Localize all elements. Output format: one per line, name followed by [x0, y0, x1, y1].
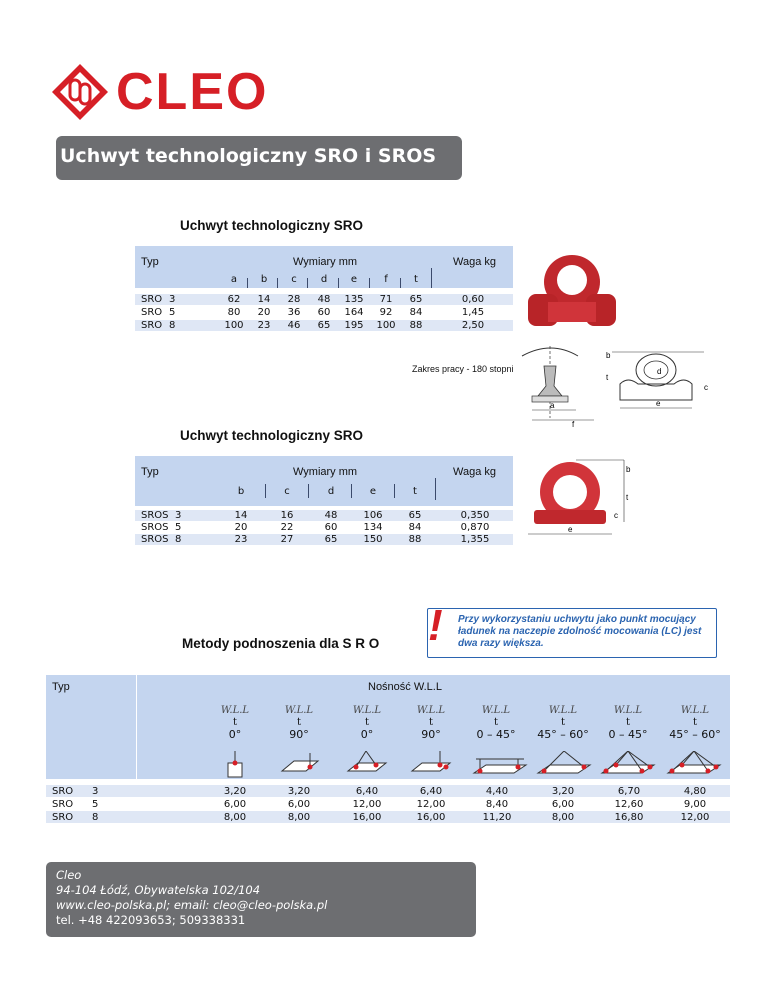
sros-typ-label: Typ: [141, 466, 159, 478]
sro-row-typ: SRO: [141, 320, 163, 331]
sros-cell: 134: [363, 522, 383, 533]
sros-wymiary-label: Wymiary mm: [293, 466, 358, 478]
sros-cell: 20: [234, 522, 248, 533]
sro-cell: 23: [257, 320, 271, 331]
sro-waga-label: Waga kg: [453, 256, 497, 268]
methods-cell: 3,20: [287, 786, 311, 797]
sro-cell: 71: [379, 294, 393, 305]
methods-cell: 16,00: [352, 812, 382, 823]
methods-cell: 8,00: [223, 812, 247, 823]
methods-cell: 6,00: [551, 799, 575, 810]
wll-header-5: W.L.L t 0 – 45°: [476, 705, 516, 741]
methods-cell: 12,00: [352, 799, 382, 810]
page-title: Uchwyt technologiczny SRO i SROS: [60, 145, 437, 167]
sros-cell: 84: [408, 522, 422, 533]
lift-pictogram-3: [346, 751, 390, 779]
sro-waga: 1,45: [461, 307, 485, 318]
sros-cell: 106: [363, 510, 383, 521]
sro-col-b: b: [260, 274, 268, 285]
svg-text:b: b: [626, 465, 631, 474]
sro-cell: 48: [317, 294, 331, 305]
methods-cell: 6,00: [223, 799, 247, 810]
sro-typ-label: Typ: [141, 256, 159, 268]
lift-pictogram-1: [220, 751, 250, 779]
lift-pictogram-4: [410, 751, 454, 779]
sros-cell: 150: [363, 534, 383, 545]
methods-cell: 8,00: [551, 812, 575, 823]
cleo-logo: [50, 62, 320, 122]
sro-row-typ: SRO: [141, 294, 163, 305]
sro-col-a: a: [230, 274, 238, 285]
sro-col-f: f: [384, 274, 388, 285]
sro-heading: Uchwyt technologiczny SRO: [180, 218, 364, 233]
sros-row-typ: SROS: [141, 510, 169, 521]
footer-phone: tel. +48 422093653; 509338331: [56, 913, 246, 927]
page-title-bar: [56, 136, 462, 180]
contact-footer: [46, 862, 476, 937]
sros-waga-label: Waga kg: [453, 466, 497, 478]
wll-header-8: W.L.L t 45° – 60°: [669, 705, 721, 741]
svg-text:b: b: [606, 351, 611, 360]
sros-col-e: e: [369, 486, 377, 497]
sros-heading: Uchwyt technologiczny SRO: [180, 428, 364, 443]
methods-cell: 12,00: [416, 799, 446, 810]
svg-text:t: t: [606, 373, 609, 382]
sros-cell: 14: [234, 510, 248, 521]
sros-row-size: 5: [175, 522, 182, 533]
sro-cell: 135: [344, 294, 364, 305]
sro-technical-drawing: [516, 338, 712, 428]
methods-row-size: 3: [92, 786, 99, 797]
sro-cell: 88: [409, 320, 423, 331]
sro-col-d: d: [320, 274, 328, 285]
methods-cell: 3,20: [551, 786, 575, 797]
methods-cell: 9,00: [683, 799, 707, 810]
sro-cell: 84: [409, 307, 423, 318]
sro-cell: 65: [317, 320, 331, 331]
sros-col-d: d: [327, 486, 335, 497]
sro-cell: 195: [344, 320, 364, 331]
svg-text:c: c: [704, 383, 708, 392]
methods-row-typ: SRO: [52, 812, 74, 823]
footer-company: Cleo: [56, 868, 82, 882]
wll-header-7: W.L.L t 0 – 45°: [608, 705, 648, 741]
footer-address: 94-104 Łódź, Obywatelska 102/104: [56, 883, 261, 897]
sro-wymiary-label: Wymiary mm: [293, 256, 358, 268]
warning-icon: !: [428, 601, 443, 650]
sro-table: [135, 246, 513, 336]
wll-header-4: W.L.L t 90°: [416, 705, 446, 741]
sro-cell: 164: [344, 307, 364, 318]
sros-cell: 27: [280, 534, 294, 545]
chain-hook-icon: [50, 62, 110, 122]
sros-row-typ: SROS: [141, 534, 169, 545]
brand-wordmark: CLEO: [116, 63, 269, 121]
svg-text:e: e: [568, 525, 573, 534]
methods-row-size: 5: [92, 799, 99, 810]
sro-cell: 20: [257, 307, 271, 318]
svg-text:c: c: [614, 511, 618, 520]
sros-technical-drawing: [520, 454, 636, 546]
methods-cell: 12,60: [614, 799, 644, 810]
sros-cell: 65: [408, 510, 422, 521]
sro-cell: 100: [224, 320, 244, 331]
wll-header-1: W.L.L t 0°: [220, 705, 250, 741]
methods-row-size: 8: [92, 812, 99, 823]
sros-col-b: b: [237, 486, 245, 497]
methods-row-typ: SRO: [52, 786, 74, 797]
lift-pictogram-2: [280, 753, 320, 779]
wll-header-3: W.L.L t 0°: [352, 705, 382, 741]
methods-typ-label: Typ: [52, 681, 70, 693]
lift-pictogram-5: [472, 753, 528, 779]
svg-text:f: f: [572, 420, 575, 428]
sro-row-size: 5: [169, 307, 176, 318]
note-text: Przy wykorzystaniu uchwytu jako punkt mocujący ładunek na naczepie zdolność mocowania (LC) jest dwa razy większa.: [458, 614, 702, 649]
sro-cell: 80: [227, 307, 241, 318]
lift-pictogram-6: [536, 751, 592, 779]
methods-cell: 3,20: [223, 786, 247, 797]
sros-row-typ: SROS: [141, 522, 169, 533]
methods-nosnosc-label: Nośność W.L.L: [368, 681, 442, 693]
sro-col-e: e: [350, 274, 358, 285]
svg-text:d: d: [657, 367, 662, 376]
sros-waga: 1,355: [460, 534, 490, 545]
svg-text:d: d: [560, 487, 565, 496]
methods-heading: Metody podnoszenia dla S R O: [182, 636, 380, 651]
methods-cell: 8,40: [485, 799, 509, 810]
sros-table: [135, 456, 513, 546]
sros-row-size: 3: [175, 510, 182, 521]
sros-waga: 0,350: [460, 510, 490, 521]
methods-cell: 4,40: [485, 786, 509, 797]
sro-row-typ: SRO: [141, 307, 163, 318]
sro-row-size: 3: [169, 294, 176, 305]
sro-col-c: c: [291, 274, 297, 285]
svg-text:a: a: [550, 401, 555, 410]
svg-text:e: e: [656, 399, 661, 408]
methods-cell: 6,40: [355, 786, 379, 797]
sros-cell: 65: [324, 534, 338, 545]
sro-waga: 2,50: [461, 320, 485, 331]
sros-cell: 16: [280, 510, 294, 521]
wll-header-6: W.L.L t 45° – 60°: [537, 705, 589, 741]
methods-row-typ: SRO: [52, 799, 74, 810]
sros-col-t: t: [413, 486, 417, 497]
methods-cell: 6,70: [617, 786, 641, 797]
info-note: [427, 601, 717, 658]
methods-cell: 4,80: [683, 786, 707, 797]
sro-col-t: t: [414, 274, 418, 285]
sros-waga: 0,870: [460, 522, 490, 533]
sro-waga: 0,60: [461, 294, 485, 305]
methods-cell: 11,20: [482, 812, 512, 823]
sros-cell: 60: [324, 522, 338, 533]
svg-text:t: t: [626, 493, 629, 502]
lift-pictogram-7: [600, 751, 656, 779]
sro-cell: 14: [257, 294, 271, 305]
sro-product-image: [520, 252, 620, 334]
sro-cell: 46: [287, 320, 301, 331]
methods-cell: 6,40: [419, 786, 443, 797]
sro-cell: 60: [317, 307, 331, 318]
sro-cell: 28: [287, 294, 301, 305]
sros-cell: 22: [280, 522, 294, 533]
methods-cell: 8,00: [287, 812, 311, 823]
methods-cell: 16,80: [614, 812, 644, 823]
sro-cell: 36: [287, 307, 301, 318]
sros-col-c: c: [284, 486, 290, 497]
sros-cell: 48: [324, 510, 338, 521]
methods-cell: 6,00: [287, 799, 311, 810]
sro-cell: 92: [379, 307, 393, 318]
sros-cell: 23: [234, 534, 248, 545]
sro-cell: 100: [376, 320, 396, 331]
sros-cell: 88: [408, 534, 422, 545]
wll-header-2: W.L.L t 90°: [284, 705, 314, 741]
methods-table: [46, 675, 730, 827]
zakres-label: Zakres pracy - 180 stopni: [412, 364, 514, 374]
footer-web[interactable]: www.cleo-polska.pl; email: cleo@cleo-polska.pl: [56, 898, 328, 912]
sro-cell: 62: [227, 294, 241, 305]
sro-cell: 65: [409, 294, 423, 305]
sro-row-size: 8: [169, 320, 176, 331]
methods-cell: 12,00: [680, 812, 710, 823]
sros-row-size: 8: [175, 534, 182, 545]
methods-cell: 16,00: [416, 812, 446, 823]
lift-pictogram-8: [666, 751, 722, 779]
